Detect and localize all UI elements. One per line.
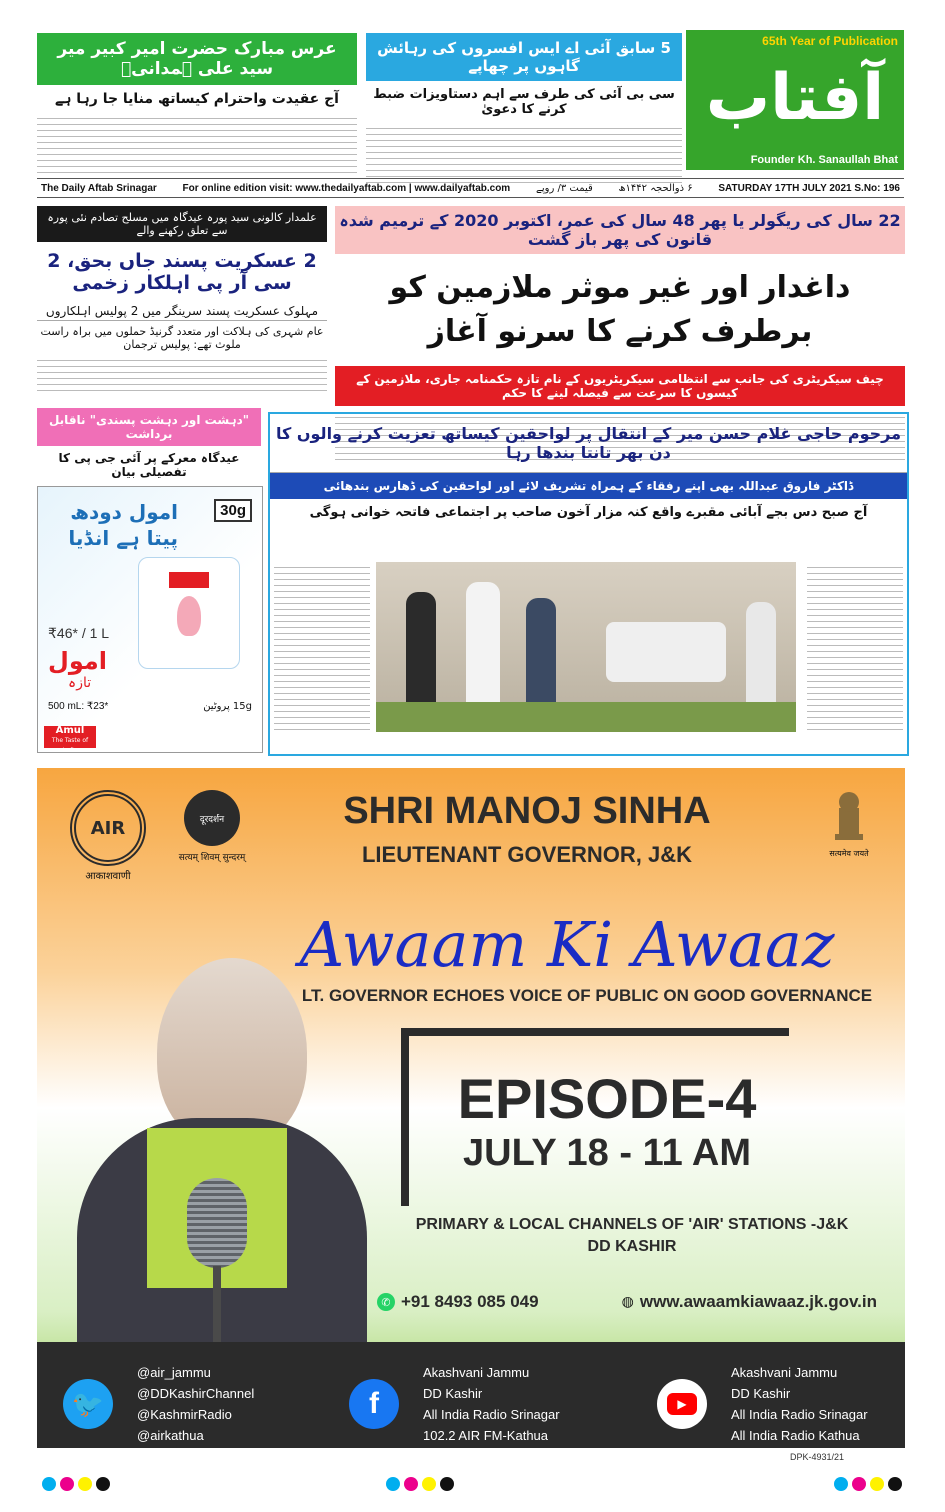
air-logo-icon: AIR xyxy=(70,790,146,866)
emblem-motto: सत्यमेव जयते xyxy=(829,849,869,858)
governor-portrait xyxy=(37,948,367,1368)
facebook-block xyxy=(349,1362,560,1446)
facebook-page: Akashvani Jammu xyxy=(423,1365,530,1380)
condolence-body-right xyxy=(807,562,903,732)
twitter-handle: @DDKashirChannel xyxy=(137,1386,255,1401)
ad-channels-2: DD KASHIR xyxy=(587,1238,677,1255)
condolence-subhead-2: آج صبح دس بجے آبائی مقبرے واقع کنہ مزار آخون صاحب پر اجتماعی فاتحہ خوانی ہوگی xyxy=(309,505,868,520)
youtube-block xyxy=(657,1362,868,1446)
amul-logo xyxy=(44,725,96,753)
dd-motto: सत्यम् शिवम् सुन्दरम् xyxy=(178,853,246,863)
phone-number: +91 8493 085 049 xyxy=(401,1292,539,1311)
edition-date xyxy=(718,183,904,194)
facebook-pages xyxy=(423,1362,560,1446)
youtube-channel: Akashvani Jammu xyxy=(731,1365,838,1380)
top-middle-story xyxy=(366,33,682,165)
lead-kicker: 22 سال کی ریگولر یا پھر 48 سال کی عمر، اکتوبر 2020 کے ترمیم شدہ قانون کی پھر باز گشت xyxy=(335,206,905,254)
amul-tagline: The Taste of India xyxy=(51,737,89,753)
microphone-icon xyxy=(187,1178,247,1268)
twitter-handle: @KashmirRadio xyxy=(137,1407,232,1422)
twitter-handle: @air_jammu xyxy=(137,1365,211,1380)
condolence-body-left xyxy=(274,562,370,732)
awaam-ki-awaaz-ad xyxy=(37,768,905,1448)
program-tagline: LT. GOVERNOR ECHOES VOICE OF PUBLIC ON GOOD GOVERNANCE xyxy=(301,986,873,1005)
amul-price: ₹46* / 1 L xyxy=(48,625,110,641)
registration-marks-left xyxy=(40,1476,112,1495)
program-title: Awaam Ki Awaaz xyxy=(299,908,835,981)
left-deck-2: عام شہری کی ہلاکت اور متعدد گرنیڈ حملوں میں براہ راست ملوث تھے: پولیس ترجمان xyxy=(37,320,327,355)
founder-line: Founder Kh. Sanaullah Bhat xyxy=(750,154,898,166)
emblem-icon xyxy=(829,788,869,844)
top-middle-banner: 5 سابق آئی اے ایس افسروں کی رہائش گاہوں پر چھاپے xyxy=(366,33,682,81)
amul-pack-image xyxy=(138,557,240,669)
dd-logo-icon xyxy=(184,790,240,846)
facebook-page: 102.2 AIR FM-Kathua xyxy=(423,1428,549,1443)
dd-logo-name: दूरदर्शन xyxy=(199,814,225,825)
serial-number: S.No: 196 xyxy=(854,182,900,194)
contact-row xyxy=(377,1292,877,1312)
facebook-page: All India Radio Srinagar xyxy=(423,1407,560,1422)
amul-fresh: تازہ xyxy=(68,675,92,691)
amul-protein: 15g پروٹین xyxy=(203,701,252,712)
lead-subhead: چیف سیکریٹری کی جانب سے انتظامی سیکریٹریوں کے نام تازہ حکمنامہ جاری، ملازمین کے کیسوں کا سرعت سے فیصلہ لینے کا حکم xyxy=(335,366,905,406)
date-text: SATURDAY 17TH JULY 2021 xyxy=(718,182,852,194)
phone-line xyxy=(377,1292,539,1312)
top-middle-subhead: سی بی آئی کی طرف سے اہم دستاویزات ضبط کرنے کا دعویٰ xyxy=(373,87,675,117)
whatsapp-icon: ✆ xyxy=(377,1293,395,1311)
amul-product: امول دودھ پیتا ہے انڈیا xyxy=(68,500,178,550)
youtube-icon: ▶ xyxy=(657,1379,707,1429)
top-left-subhead: آج عقیدت واحترام کیساتھ منایا جا رہا ہے xyxy=(55,91,339,107)
condolence-subhead: ڈاکٹر فاروق عبداللہ بھی اپنے رفقاء کے ہمراہ تشریف لائے اور لواحقین کی ڈھارس بندھائی xyxy=(270,473,907,499)
masthead-title: آفتاب xyxy=(705,61,885,135)
registration-marks-right xyxy=(832,1476,904,1495)
national-emblem xyxy=(817,788,881,859)
ad-designation: LIEUTENANT GOVERNOR, J&K xyxy=(361,842,693,867)
website-line xyxy=(622,1292,877,1312)
globe-icon: ◍ xyxy=(621,1294,634,1310)
left-kicker: علمدار کالونی سید پورہ عیدگاہ میں مسلح تصادم نئی پورہ سے تعلق رکھنے والے xyxy=(37,206,327,242)
registration-marks-mid xyxy=(384,1476,456,1495)
price: قیمت ۳/ روپے xyxy=(535,182,593,194)
ad-code: DPK-4931/21 xyxy=(790,1452,845,1462)
facebook-page: DD Kashir xyxy=(423,1386,483,1401)
online-edition: For online edition visit: www.thedailyaftab.com | www.dailyaftab.com xyxy=(182,182,511,194)
ad-name: SHRI MANOJ SINHA xyxy=(343,790,711,832)
left-deck: مہلوک عسکریت پسند سرینگر میں 2 پولیس اہلکاروں xyxy=(45,304,319,318)
left-body xyxy=(37,355,327,395)
twitter-handle: @airkathua xyxy=(137,1428,204,1443)
amul-pack-line xyxy=(48,701,252,712)
small-subhead: عیدگاہ معرکے پر آئی جی پی کا تفصیلی بیان xyxy=(58,451,240,479)
left-headline: 2 عسکریت پسند جاں بحق، 2 سی آر پی اہلکار زخمی xyxy=(47,250,317,294)
air-logo-text: आकाशवाणी xyxy=(85,871,131,882)
amul-ad xyxy=(37,486,263,753)
edition-line: 65th Year of Publication xyxy=(762,34,898,48)
twitter-handles xyxy=(137,1362,254,1446)
amul-brand: Amul xyxy=(55,725,85,736)
youtube-channels xyxy=(731,1362,868,1446)
top-left-banner: عرس مبارک حضرت امیر کبیر میر سید علی ہمدانیؒ xyxy=(37,33,357,85)
website: www.awaamkiawaaz.jk.gov.in xyxy=(639,1292,877,1311)
condolence-photo xyxy=(376,562,796,732)
amul-name: امول xyxy=(48,647,107,675)
youtube-channel: All India Radio Srinagar xyxy=(731,1407,868,1422)
small-banner: "دہشت اور دہشت پسندی" ناقابل برداشت xyxy=(37,408,261,446)
twitter-icon: 🐦 xyxy=(63,1379,113,1429)
top-left-body xyxy=(37,113,357,173)
date-strip xyxy=(37,178,904,198)
top-left-story xyxy=(37,33,357,165)
daily-name: The Daily Aftab Srinagar xyxy=(41,182,157,194)
twitter-block xyxy=(63,1362,254,1446)
youtube-channel: All India Radio Kathua xyxy=(731,1428,860,1443)
condolence-story xyxy=(268,412,909,756)
small-story xyxy=(37,408,261,482)
ad-channels: PRIMARY & LOCAL CHANNELS OF 'AIR' STATIONS -J&K xyxy=(415,1216,849,1233)
dd-logo xyxy=(167,790,257,870)
hijri-date: ۶ ذوالحجہ ۱۴۴۲ھ xyxy=(618,182,693,194)
amul-pack: 500 mL: ₹23* xyxy=(48,701,109,712)
amul-weight: 30g xyxy=(214,499,252,522)
facebook-icon: f xyxy=(349,1379,399,1429)
social-footer xyxy=(37,1342,905,1448)
air-logo xyxy=(67,790,149,882)
condolence-headline: مرحوم حاجی غلام حسن میر کے انتقال پر لواحقین کیساتھ تعزیت کرنے والوں کا دن بھر تانتا بندھا رہا xyxy=(270,414,907,473)
masthead xyxy=(686,30,904,170)
episode-title: EPISODE-4 xyxy=(457,1067,757,1130)
top-middle-body xyxy=(366,123,682,183)
episode-when: JULY 18 - 11 AM xyxy=(463,1132,751,1174)
lead-story xyxy=(335,206,905,402)
left-story xyxy=(37,206,327,402)
lead-headline: داغدار اور غیر موثر ملازمین کو برطرف کرنے کا سرنو آغاز xyxy=(389,270,851,349)
youtube-channel: DD Kashir xyxy=(731,1386,791,1401)
